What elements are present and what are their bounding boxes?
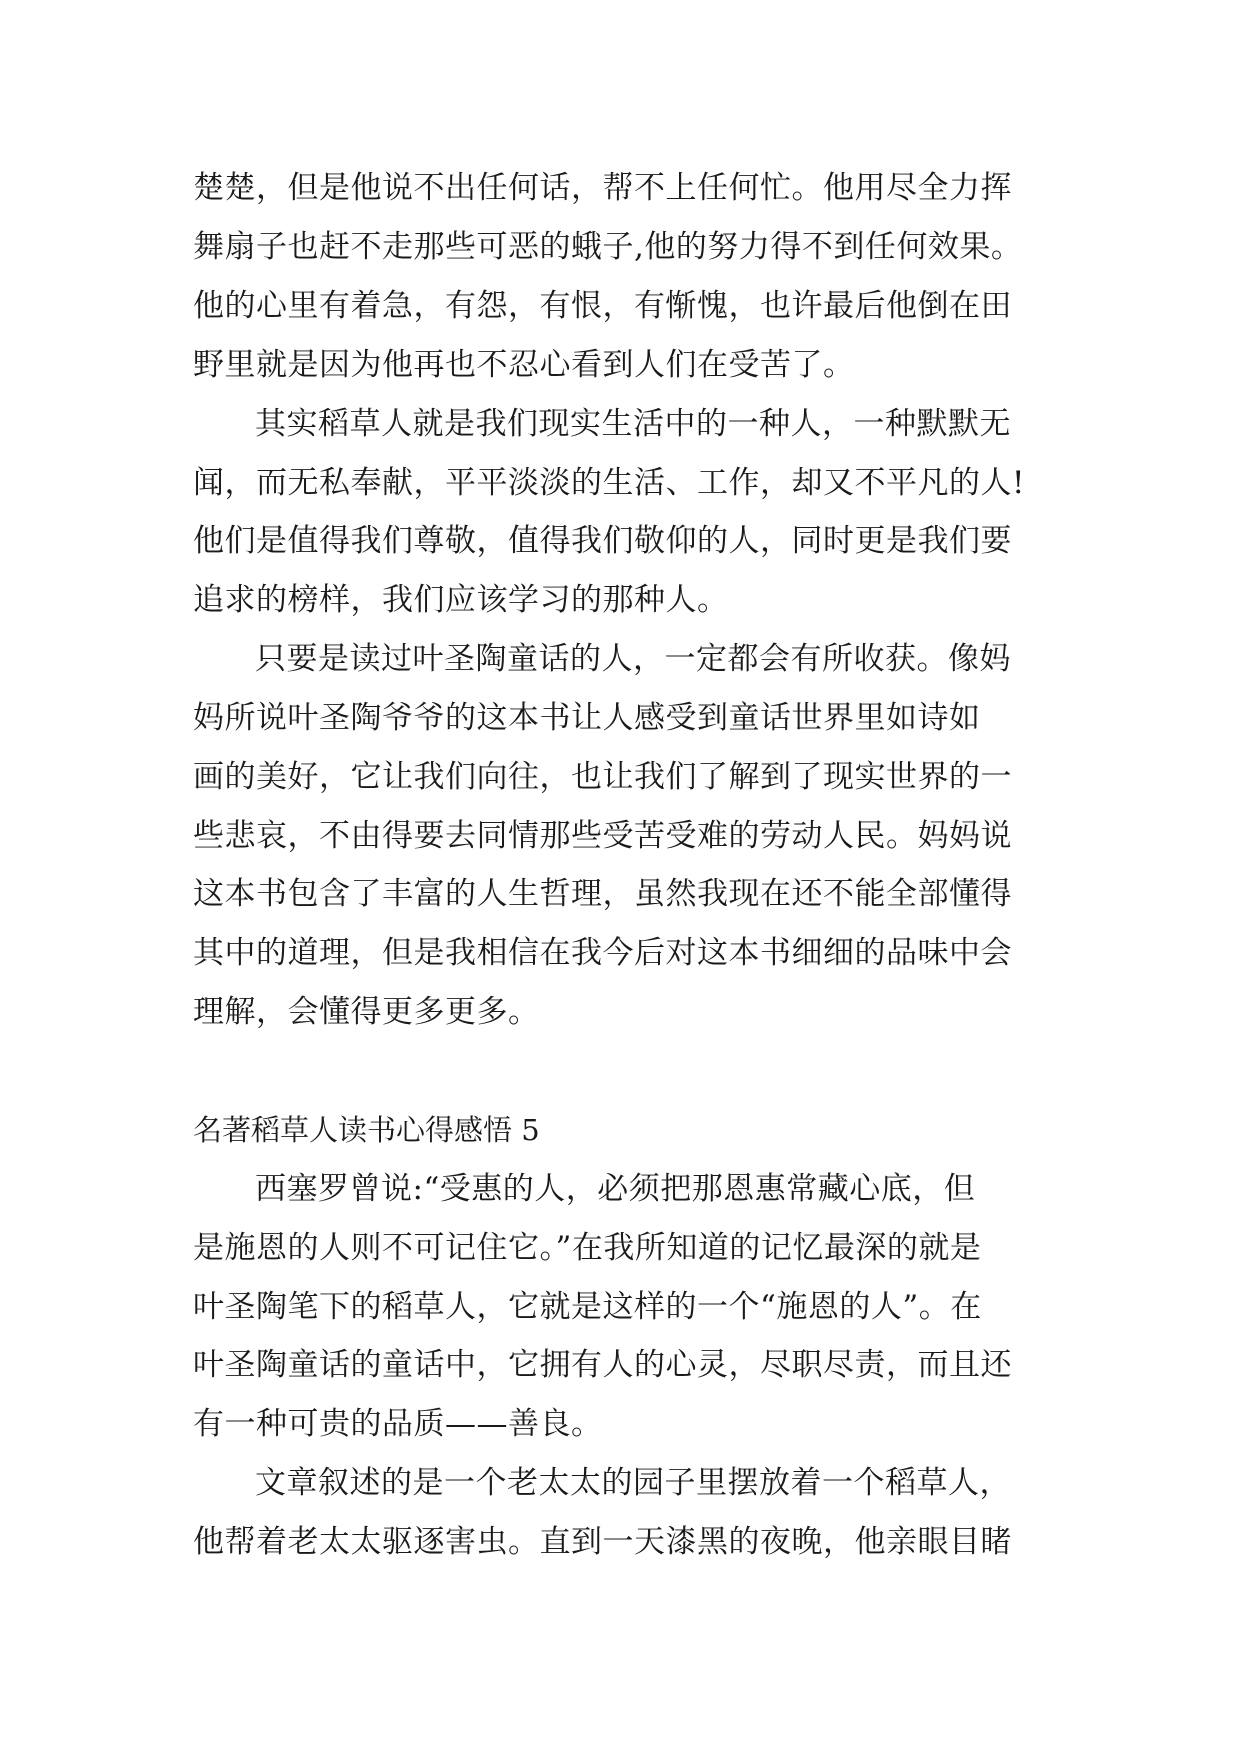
paragraph-line: 理解，会懂得更多更多。 [193, 994, 540, 1030]
paragraph-line: 叶圣陶笔下的稻草人，它就是这样的一个“施恩的人”。在 [193, 1289, 982, 1325]
paragraph-line: 他帮着老太太驱逐害虫。直到一天漆黑的夜晚，他亲眼目睹 [193, 1524, 1012, 1560]
paragraph-line: 追求的榜样，我们应该学习的那种人。 [193, 582, 729, 618]
paragraph-line: 文章叙述的是一个老太太的园子里摆放着一个稻草人， [255, 1465, 1011, 1501]
paragraph-line: 楚楚，但是他说不出任何话，帮不上任何忙。他用尽全力挥 [193, 170, 1012, 206]
paragraph-line: 他们是值得我们尊敬，值得我们敬仰的人，同时更是我们要 [193, 523, 1012, 559]
paragraph-line: 野里就是因为他再也不忍心看到人们在受苦了。 [193, 347, 855, 383]
paragraph-line: 舞扇子也赶不走那些可恶的蛾子,他的努力得不到任何效果。 [193, 229, 1023, 265]
paragraph-line: 是施恩的人则不可记住它。”在我所知道的记忆最深的就是 [193, 1230, 982, 1266]
paragraph-line: 叶圣陶童话的童话中，它拥有人的心灵，尽职尽责，而且还 [193, 1347, 1012, 1383]
paragraph-line: 妈所说叶圣陶爷爷的这本书让人感受到童话世界里如诗如 [193, 700, 981, 736]
paragraph-line: 有一种可贵的品质——善良。 [193, 1406, 603, 1442]
paragraph-line: 其实稻草人就是我们现实生活中的一种人，一种默默无 [255, 406, 1011, 442]
paragraph-line: 闻，而无私奉献，平平淡淡的生活、工作，却又不平凡的人! [193, 465, 1025, 501]
paragraph-line: 西塞罗曾说:“受惠的人，必须把那恩惠常藏心底，但 [255, 1171, 976, 1207]
section-heading: 名著稻草人读书心得感悟 5 [193, 1113, 540, 1147]
paragraph-line: 这本书包含了丰富的人生哲理，虽然我现在还不能全部懂得 [193, 876, 1012, 912]
paragraph-line: 画的美好，它让我们向往，也让我们了解到了现实世界的一 [193, 759, 1012, 795]
paragraph-line: 他的心里有着急，有怨，有恨，有惭愧，也许最后他倒在田 [193, 288, 1012, 324]
paragraph-line: 只要是读过叶圣陶童话的人，一定都会有所收获。像妈 [255, 641, 1011, 677]
paragraph-line: 些悲哀，不由得要去同情那些受苦受难的劳动人民。妈妈说 [193, 818, 1012, 854]
paragraph-line: 其中的道理，但是我相信在我今后对这本书细细的品味中会 [193, 935, 1012, 971]
